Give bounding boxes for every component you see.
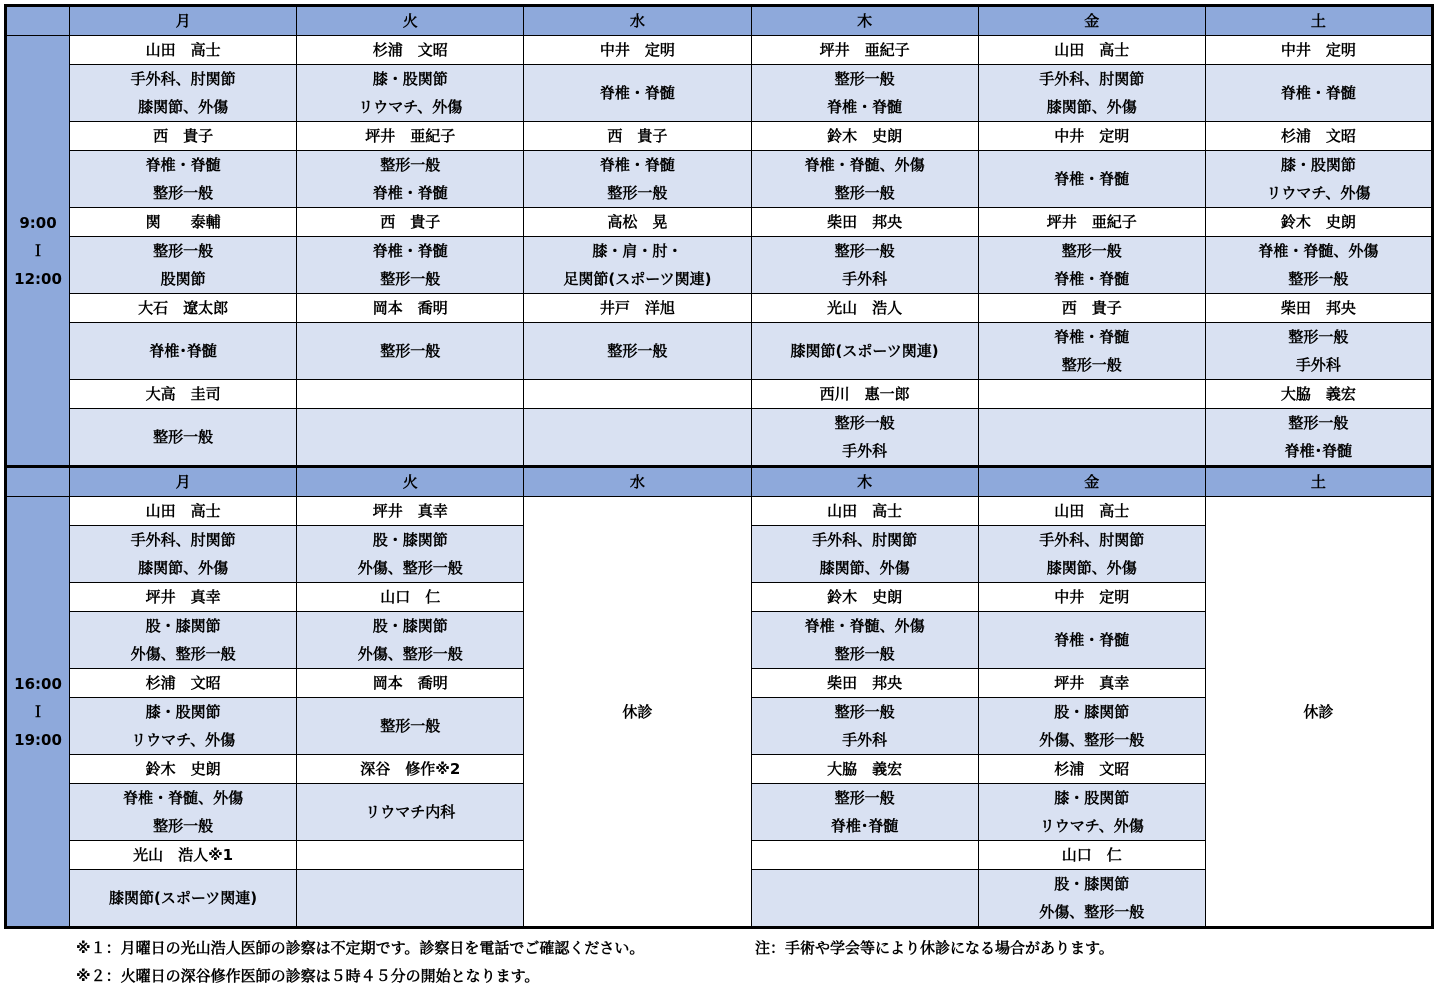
morning-name-row (6, 36, 1433, 65)
afternoon-header-mon: 月 (70, 467, 297, 497)
doctor-name-mon: 鈴木 史朗 (70, 755, 297, 784)
specialty-thu (751, 784, 978, 841)
specialty-mon (70, 526, 297, 583)
specialty-line: 手外科 (1295, 356, 1341, 374)
specialty-line: 足関節(スポーツ関連) (563, 270, 712, 288)
footnote-1: ※１：月曜日の光山浩人医師の診察は不定期です。診察日を電話でご確認ください。 (76, 939, 645, 957)
doctor-name-sat: 大脇 義宏 (1205, 380, 1432, 409)
doctor-name-tue: 山口 仁 (297, 583, 524, 612)
specialty-mon (70, 698, 297, 755)
specialty-line: 外傷、整形一般 (1039, 903, 1145, 921)
specialty-line: 膝・股関節 (1054, 789, 1130, 807)
afternoon-time-line: Ｉ (30, 702, 46, 721)
doctor-name-mon: 山田 高士 (70, 36, 297, 65)
specialty-tue (297, 612, 524, 669)
morning-header-wed: 水 (524, 6, 751, 36)
specialty-fri (978, 409, 1205, 467)
specialty-thu (751, 323, 978, 380)
doctor-name-fri: 西 貴子 (978, 294, 1205, 323)
specialty-line: 股・膝関節 (145, 617, 221, 635)
doctor-name-mon: 大石 遼太郎 (70, 294, 297, 323)
doctor-name-fri: 山田 高士 (978, 36, 1205, 65)
specialty-thu (751, 65, 978, 122)
doctor-name-tue (297, 380, 524, 409)
specialty-line: 脊椎・脊髄 (1054, 170, 1130, 188)
specialty-line: 脊椎･脊髄 (1284, 442, 1353, 460)
specialty-line: 脊椎・脊髄 (1280, 84, 1356, 102)
specialty-line: 膝関節(スポーツ関連) (109, 889, 258, 907)
specialty-line: 整形一般 (153, 428, 214, 446)
specialty-line: 股関節 (160, 270, 206, 288)
afternoon-header-row (6, 467, 1433, 497)
specialty-tue (297, 409, 524, 467)
specialty-fri (978, 612, 1205, 669)
morning-time-line: 12:00 (14, 269, 62, 288)
schedule-table (4, 4, 1434, 929)
specialty-mon (70, 784, 297, 841)
doctor-name-tue: 深谷 修作※2 (297, 755, 524, 784)
morning-specialty-row (6, 151, 1433, 208)
doctor-name-fri: 坪井 亜紀子 (978, 208, 1205, 237)
doctor-name-thu: 鈴木 史朗 (751, 122, 978, 151)
doctor-name-fri (978, 380, 1205, 409)
doctor-name-mon: 関 泰輔 (70, 208, 297, 237)
morning-name-row (6, 380, 1433, 409)
specialty-line: 脊椎・脊髄 (1054, 328, 1130, 346)
specialty-line: 整形一般 (834, 242, 895, 260)
morning-header-corner (6, 6, 70, 36)
specialty-line: 整形一般 (834, 789, 895, 807)
specialty-mon (70, 870, 297, 928)
specialty-line: リウマチ、外傷 (131, 731, 236, 749)
doctor-name-fri: 山口 仁 (978, 841, 1205, 870)
specialty-line: 整形一般 (1288, 414, 1349, 432)
doctor-name-wed: 西 貴子 (524, 122, 751, 151)
specialty-fri (978, 323, 1205, 380)
specialty-line: 手外科 (842, 731, 888, 749)
doctor-name-thu: 光山 浩人 (751, 294, 978, 323)
specialty-line: 整形一般 (1061, 242, 1122, 260)
specialty-line: リウマチ内科 (365, 803, 456, 821)
specialty-line: 整形一般 (607, 184, 668, 202)
specialty-thu (751, 698, 978, 755)
specialty-line: 整形一般 (153, 817, 214, 835)
specialty-line: 手外科、肘関節 (130, 531, 236, 549)
afternoon-header-tue: 火 (297, 467, 524, 497)
doctor-name-thu (751, 841, 978, 870)
afternoon-time-line: 19:00 (14, 730, 62, 749)
specialty-sat (1205, 323, 1432, 380)
specialty-tue (297, 151, 524, 208)
specialty-tue (297, 526, 524, 583)
doctor-name-fri: 中井 定明 (978, 583, 1205, 612)
specialty-line: 整形一般 (380, 270, 441, 288)
specialty-sat (1205, 151, 1432, 208)
footnote-2: ※２：火曜日の深谷修作医師の診察は５時４５分の開始となります。 (76, 967, 540, 985)
morning-specialty-row (6, 323, 1433, 380)
doctor-name-tue: 岡本 喬明 (297, 294, 524, 323)
specialty-mon (70, 65, 297, 122)
specialty-tue (297, 323, 524, 380)
doctor-name-mon: 坪井 真幸 (70, 583, 297, 612)
doctor-name-wed: 中井 定明 (524, 36, 751, 65)
specialty-tue (297, 784, 524, 841)
specialty-fri (978, 870, 1205, 928)
specialty-tue (297, 698, 524, 755)
specialty-thu (751, 526, 978, 583)
specialty-line: 手外科、肘関節 (1039, 70, 1145, 88)
doctor-name-mon: 山田 高士 (70, 497, 297, 526)
morning-name-row (6, 208, 1433, 237)
specialty-line: 脊椎・脊髄、外傷 (123, 789, 244, 807)
specialty-tue (297, 237, 524, 294)
specialty-wed (524, 409, 751, 467)
specialty-line: 整形一般 (153, 184, 214, 202)
morning-specialty-row (6, 237, 1433, 294)
specialty-line: 脊椎・脊髄、外傷 (804, 617, 925, 635)
morning-specialty-row (6, 409, 1433, 467)
specialty-line: 股・膝関節 (372, 531, 448, 549)
doctor-name-fri: 杉浦 文昭 (978, 755, 1205, 784)
specialty-thu (751, 237, 978, 294)
specialty-line: 膝関節、外傷 (1046, 559, 1137, 577)
doctor-name-thu: 大脇 義宏 (751, 755, 978, 784)
specialty-line: 手外科 (842, 442, 888, 460)
doctor-name-tue: 杉浦 文昭 (297, 36, 524, 65)
specialty-thu (751, 870, 978, 928)
doctor-name-tue: 坪井 真幸 (297, 497, 524, 526)
specialty-line: 脊椎・脊髄、外傷 (1258, 242, 1379, 260)
morning-header-row (6, 6, 1433, 36)
morning-time-line: 9:00 (19, 213, 57, 232)
specialty-mon (70, 612, 297, 669)
specialty-line: 膝・股関節 (1280, 156, 1356, 174)
specialty-line: 整形一般 (1288, 270, 1349, 288)
morning-header-tue: 火 (297, 6, 524, 36)
doctor-name-thu: 鈴木 史朗 (751, 583, 978, 612)
specialty-line: 整形一般 (153, 242, 214, 260)
doctor-name-thu: 西川 惠一郎 (751, 380, 978, 409)
morning-specialty-row (6, 65, 1433, 122)
specialty-line: 股・膝関節 (372, 617, 448, 635)
doctor-name-wed: 井戸 洋旭 (524, 294, 751, 323)
specialty-sat (1205, 409, 1432, 467)
specialty-sat (1205, 237, 1432, 294)
morning-name-row (6, 294, 1433, 323)
doctor-name-mon: 西 貴子 (70, 122, 297, 151)
specialty-line: 脊椎･脊髄 (830, 817, 899, 835)
specialty-thu (751, 612, 978, 669)
doctor-name-thu: 柴田 邦央 (751, 669, 978, 698)
specialty-line: 脊椎・脊髄 (372, 242, 448, 260)
afternoon-header-fri: 金 (978, 467, 1205, 497)
specialty-line: 手外科 (842, 270, 888, 288)
specialty-line: 手外科、肘関節 (812, 531, 918, 549)
specialty-line: 外傷、整形一般 (357, 559, 463, 577)
doctor-name-fri: 中井 定明 (978, 122, 1205, 151)
specialty-mon (70, 237, 297, 294)
doctor-name-thu: 柴田 邦央 (751, 208, 978, 237)
specialty-line: 膝・股関節 (145, 703, 221, 721)
specialty-fri (978, 65, 1205, 122)
specialty-wed (524, 323, 751, 380)
specialty-line: 整形一般 (1288, 328, 1349, 346)
specialty-mon (70, 151, 297, 208)
specialty-wed (524, 65, 751, 122)
afternoon-header-thu: 木 (751, 467, 978, 497)
specialty-line: 膝・肩・肘・ (592, 242, 683, 260)
morning-time-cell (6, 36, 70, 467)
specialty-line: 整形一般 (1061, 356, 1122, 374)
doctor-name-thu: 山田 高士 (751, 497, 978, 526)
specialty-tue (297, 870, 524, 928)
specialty-fri (978, 151, 1205, 208)
doctor-name-sat: 柴田 邦央 (1205, 294, 1432, 323)
doctor-name-tue: 岡本 喬明 (297, 669, 524, 698)
specialty-line: 整形一般 (834, 703, 895, 721)
specialty-tue (297, 65, 524, 122)
doctor-name-mon: 光山 浩人※1 (70, 841, 297, 870)
specialty-line: 脊椎・脊髄 (1054, 631, 1130, 649)
doctor-name-fri: 坪井 真幸 (978, 669, 1205, 698)
specialty-line: 整形一般 (834, 184, 895, 202)
specialty-wed (524, 151, 751, 208)
morning-header-mon: 月 (70, 6, 297, 36)
specialty-line: 整形一般 (380, 342, 441, 360)
doctor-name-fri: 山田 高士 (978, 497, 1205, 526)
doctor-name-sat: 杉浦 文昭 (1205, 122, 1432, 151)
specialty-line: 膝・股関節 (372, 70, 448, 88)
morning-name-row (6, 122, 1433, 151)
specialty-line: 整形一般 (834, 70, 895, 88)
specialty-thu (751, 409, 978, 467)
specialty-line: 股・膝関節 (1054, 703, 1130, 721)
afternoon-time-cell (6, 497, 70, 928)
afternoon-header-wed: 水 (524, 467, 751, 497)
doctor-name-wed: 高松 晃 (524, 208, 751, 237)
doctor-name-tue: 坪井 亜紀子 (297, 122, 524, 151)
doctor-name-mon: 杉浦 文昭 (70, 669, 297, 698)
morning-header-thu: 木 (751, 6, 978, 36)
doctor-name-sat: 中井 定明 (1205, 36, 1432, 65)
afternoon-header-sat: 土 (1205, 467, 1432, 497)
specialty-line: 膝関節、外傷 (1046, 98, 1137, 116)
specialty-mon (70, 323, 297, 380)
specialty-line: 膝関節(スポーツ関連) (790, 342, 939, 360)
morning-header-sat: 土 (1205, 6, 1432, 36)
specialty-line: 脊椎・脊髄 (145, 156, 221, 174)
specialty-line: 股・膝関節 (1054, 875, 1130, 893)
specialty-line: 外傷、整形一般 (357, 645, 463, 663)
specialty-line: 脊椎・脊髄 (1054, 270, 1130, 288)
specialty-wed (524, 237, 751, 294)
closed-sat: 休診 (1205, 497, 1432, 928)
specialty-line: リウマチ、外傷 (358, 98, 463, 116)
doctor-name-thu: 坪井 亜紀子 (751, 36, 978, 65)
doctor-name-mon: 大高 圭司 (70, 380, 297, 409)
doctor-name-wed (524, 380, 751, 409)
specialty-line: 整形一般 (380, 156, 441, 174)
specialty-line: 脊椎・脊髄 (372, 184, 448, 202)
specialty-line: 脊椎･脊髄 (149, 342, 217, 360)
specialty-line: 外傷、整形一般 (130, 645, 236, 663)
specialty-fri (978, 237, 1205, 294)
specialty-fri (978, 784, 1205, 841)
closure-note: 注：手術や学会等により休診になる場合があります。 (755, 939, 1114, 957)
morning-time-line: Ｉ (30, 241, 46, 260)
doctor-name-tue (297, 841, 524, 870)
specialty-line: リウマチ、外傷 (1266, 184, 1371, 202)
specialty-line: リウマチ、外傷 (1039, 817, 1144, 835)
specialty-sat (1205, 65, 1432, 122)
morning-header-fri: 金 (978, 6, 1205, 36)
specialty-thu (751, 151, 978, 208)
doctor-name-sat: 鈴木 史朗 (1205, 208, 1432, 237)
specialty-line: 整形一般 (834, 645, 895, 663)
specialty-line: 整形一般 (834, 414, 895, 432)
closed-wed: 休診 (524, 497, 751, 928)
specialty-line: 脊椎・脊髄 (599, 84, 675, 102)
specialty-line: 手外科、肘関節 (130, 70, 236, 88)
specialty-fri (978, 526, 1205, 583)
specialty-line: 膝関節、外傷 (819, 559, 910, 577)
specialty-line: 膝関節、外傷 (138, 559, 229, 577)
specialty-line: 整形一般 (607, 342, 668, 360)
doctor-name-tue: 西 貴子 (297, 208, 524, 237)
specialty-line: 膝関節、外傷 (138, 98, 229, 116)
specialty-mon (70, 409, 297, 467)
specialty-line: 脊椎・脊髄、外傷 (804, 156, 925, 174)
afternoon-name-row (6, 497, 1433, 526)
afternoon-time-line: 16:00 (14, 674, 62, 693)
specialty-line: 外傷、整形一般 (1039, 731, 1145, 749)
specialty-line: 脊椎・脊髄 (827, 98, 903, 116)
afternoon-header-corner (6, 467, 70, 497)
specialty-line: 脊椎・脊髄 (599, 156, 675, 174)
specialty-line: 手外科、肘関節 (1039, 531, 1145, 549)
specialty-fri (978, 698, 1205, 755)
specialty-line: 整形一般 (380, 717, 441, 735)
footnotes (76, 934, 644, 990)
